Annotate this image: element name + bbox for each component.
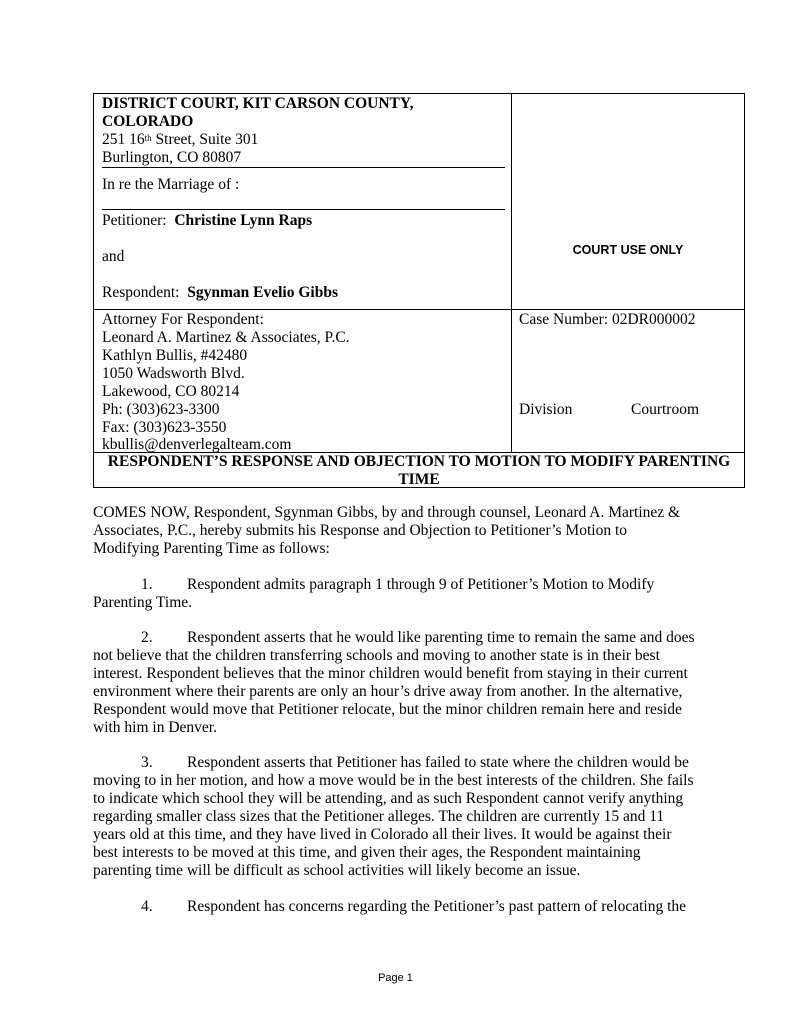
document-title-line1: RESPONDENT’S RESPONSE AND OBJECTION TO MOTION TO MODIFY PARENTING (107, 453, 731, 470)
case-info-cell (512, 309, 744, 452)
court-use-cell (512, 94, 744, 309)
paragraph-text: interest. Respondent believes that the minor children would benefit from staying in their current (93, 665, 688, 682)
paragraph-number: 3. (141, 754, 153, 771)
division-label: Division (519, 401, 573, 418)
paragraph-text: Parenting Time. (93, 594, 193, 611)
divider (102, 167, 505, 168)
attorney-line: Leonard A. Martinez & Associates, P.C. (102, 329, 350, 346)
in-re-line: In re the Marriage of : (102, 176, 240, 193)
paragraph-text: Respondent asserts that Petitioner has failed to state where the children would be (187, 754, 689, 771)
attorney-fax: Fax: (303)623-3550 (102, 419, 227, 436)
paragraph-text: years old at this time, and they have lived in Colorado all their lives. It would be against their (93, 826, 672, 843)
paragraph-text: parenting time will be difficult as school activities will likely become an issue. (93, 862, 581, 879)
court-city: Burlington, CO 80807 (102, 149, 242, 166)
case-number: Case Number: 02DR000002 (519, 311, 696, 328)
attorney-line: Lakewood, CO 80214 (102, 383, 240, 400)
attorney-line: Attorney For Respondent: (102, 311, 264, 328)
respondent-name: Sgynman Evelio Gibbs (187, 284, 338, 301)
intro-line: COMES NOW, Respondent, Sgynman Gibbs, by and through counsel, Leonard A. Martinez & (93, 504, 681, 521)
divider (102, 209, 505, 210)
respondent-line: Respondent: Sgynman Evelio Gibbs (102, 284, 338, 301)
paragraph-text: best interests to be moved at this time, and given their ages, the Respondent maintaining (93, 844, 641, 861)
paragraph-text: Respondent asserts that he would like parenting time to remain the same and does (187, 629, 695, 646)
attorney-cell (94, 309, 512, 452)
and-line: and (102, 248, 125, 265)
paragraph-text: Respondent has concerns regarding the Petitioner’s past pattern of relocating the (187, 898, 687, 915)
paragraph-text: Respondent would move that Petitioner relocate, but the minor children remain here and reside (93, 701, 682, 718)
paragraph-number: 4. (141, 898, 153, 915)
document-title (94, 452, 744, 488)
intro-line: Associates, P.C., hereby submits his Response and Objection to Petitioner’s Motion to (93, 522, 628, 539)
court-name-line2: COLORADO (102, 113, 194, 130)
court-name-line1: DISTRICT COURT, KIT CARSON COUNTY, (102, 95, 414, 112)
paragraph-text: regarding smaller class sizes that the Petitioner alleges. The children are currently 15 and 11 (93, 808, 665, 825)
intro-paragraph (93, 504, 703, 558)
court-party-cell (94, 94, 512, 309)
attorney-line: Kathlyn Bullis, #42480 (102, 347, 248, 364)
paragraph-text: environment where their parents are only an hour’s drive away from another. In the alternative, (93, 683, 683, 700)
paragraph-text: with him in Denver. (93, 719, 217, 736)
court-address: 251 16th Street, Suite 301 (102, 131, 259, 148)
paragraph-text: moving to in her motion, and how a move would be in the best interests of the children. She fails (93, 772, 694, 789)
paragraph-number: 1. (141, 576, 153, 593)
attorney-email: kbullis@denverlegalteam.com (102, 436, 292, 453)
attorney-line: 1050 Wadsworth Blvd. (102, 365, 245, 382)
paragraph-text: to indicate which school they will be attending, and as such Respondent cannot verify anything (93, 790, 684, 807)
petitioner-line: Petitioner: Christine Lynn Raps (102, 212, 313, 229)
case-caption-table (93, 93, 745, 488)
intro-line: Modifying Parenting Time as follows: (93, 540, 330, 557)
document-title-line2: TIME (398, 471, 440, 488)
court-use-only-label: COURT USE ONLY (572, 243, 684, 257)
courtroom-label: Courtroom (631, 401, 700, 418)
page-footer: Page 1 (378, 972, 413, 984)
attorney-phone: Ph: (303)623-3300 (102, 401, 220, 418)
paragraph-text: not believe that the children transferring schools and moving to another state is in their best (93, 647, 660, 664)
paragraph-number: 2. (141, 629, 153, 646)
petitioner-name: Christine Lynn Raps (174, 212, 313, 229)
paragraph-text: Respondent admits paragraph 1 through 9 of Petitioner’s Motion to Modify (187, 576, 655, 593)
